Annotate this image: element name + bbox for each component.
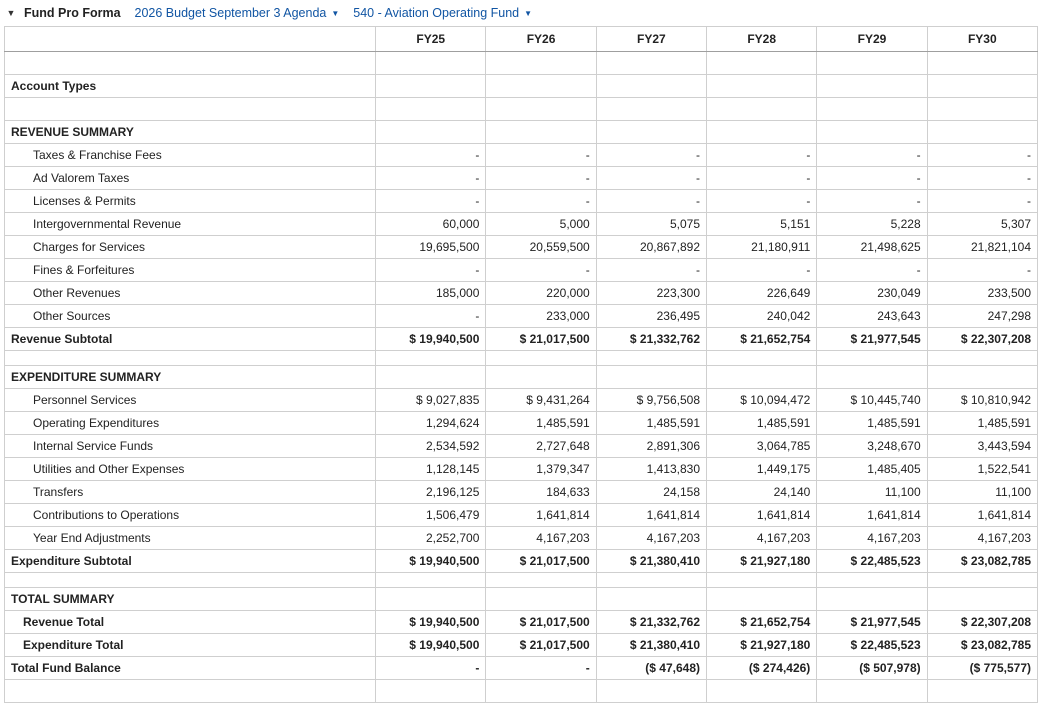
cell-fy26[interactable]: - bbox=[486, 167, 596, 190]
table-row[interactable] bbox=[5, 458, 1038, 481]
cell-fy30[interactable]: 233,500 bbox=[927, 282, 1037, 305]
cell-fy30[interactable]: $ 22,307,208 bbox=[927, 328, 1037, 351]
cell-fy26[interactable] bbox=[486, 680, 596, 703]
cell-fy30[interactable] bbox=[927, 98, 1037, 121]
cell-fy25[interactable]: - bbox=[376, 259, 486, 282]
row-label: Total Fund Balance bbox=[5, 657, 376, 680]
cell-fy26[interactable]: 5,000 bbox=[486, 213, 596, 236]
cell-fy28[interactable]: 1,641,814 bbox=[707, 504, 817, 527]
cell-fy27[interactable]: 20,867,892 bbox=[596, 236, 706, 259]
table-row[interactable] bbox=[5, 412, 1038, 435]
cell-fy27[interactable]: 4,167,203 bbox=[596, 527, 706, 550]
cell-fy27[interactable] bbox=[596, 75, 706, 98]
cell-fy29[interactable]: - bbox=[817, 259, 927, 282]
page-title: Fund Pro Forma bbox=[24, 6, 121, 20]
table-row[interactable] bbox=[5, 435, 1038, 458]
table-row[interactable] bbox=[5, 236, 1038, 259]
cell-fy25[interactable]: - bbox=[376, 305, 486, 328]
cell-fy28[interactable]: 3,064,785 bbox=[707, 435, 817, 458]
row-label: Contributions to Operations bbox=[5, 504, 376, 527]
cell-fy29[interactable]: 4,167,203 bbox=[817, 527, 927, 550]
row-label: Internal Service Funds bbox=[5, 435, 376, 458]
cell-fy27[interactable] bbox=[596, 680, 706, 703]
cell-fy25[interactable]: - bbox=[376, 190, 486, 213]
table-row[interactable] bbox=[5, 389, 1038, 412]
row-label: Transfers bbox=[5, 481, 376, 504]
row-label: Charges for Services bbox=[5, 236, 376, 259]
cell-fy26[interactable]: 1,485,591 bbox=[486, 412, 596, 435]
column-header-fy29[interactable]: FY29 bbox=[817, 27, 927, 52]
cell-fy26[interactable]: - bbox=[486, 190, 596, 213]
cell-fy28[interactable]: ($ 274,426) bbox=[707, 657, 817, 680]
cell-fy28[interactable]: 240,042 bbox=[707, 305, 817, 328]
cell-fy25[interactable] bbox=[376, 366, 486, 389]
row-label: Personnel Services bbox=[5, 389, 376, 412]
cell-fy29[interactable] bbox=[817, 98, 927, 121]
cell-fy26[interactable]: 233,000 bbox=[486, 305, 596, 328]
cell-fy28[interactable] bbox=[707, 366, 817, 389]
cell-fy25[interactable]: $ 19,940,500 bbox=[376, 634, 486, 657]
cell-fy27[interactable]: - bbox=[596, 144, 706, 167]
chevron-down-icon: ▼ bbox=[524, 8, 533, 18]
table-row[interactable] bbox=[5, 634, 1038, 657]
cell-fy26[interactable]: - bbox=[486, 259, 596, 282]
table-row[interactable] bbox=[5, 611, 1038, 634]
cell-fy30[interactable]: - bbox=[927, 190, 1037, 213]
table-row[interactable] bbox=[5, 351, 1038, 366]
cell-fy25[interactable]: 2,252,700 bbox=[376, 527, 486, 550]
cell-fy30[interactable] bbox=[927, 121, 1037, 144]
cell-fy29[interactable]: - bbox=[817, 167, 927, 190]
table-row[interactable] bbox=[5, 167, 1038, 190]
cell-fy25[interactable]: - bbox=[376, 167, 486, 190]
cell-fy29[interactable] bbox=[817, 573, 927, 588]
cell-fy27[interactable] bbox=[596, 121, 706, 144]
cell-fy28[interactable]: 5,151 bbox=[707, 213, 817, 236]
cell-fy29[interactable]: 21,498,625 bbox=[817, 236, 927, 259]
column-header-fy26[interactable]: FY26 bbox=[486, 27, 596, 52]
row-label: Fines & Forfeitures bbox=[5, 259, 376, 282]
cell-fy25[interactable] bbox=[376, 680, 486, 703]
cell-fy30[interactable]: 1,522,541 bbox=[927, 458, 1037, 481]
cell-fy30[interactable] bbox=[927, 588, 1037, 611]
cell-fy30[interactable] bbox=[927, 573, 1037, 588]
row-label: Licenses & Permits bbox=[5, 190, 376, 213]
table-row[interactable] bbox=[5, 144, 1038, 167]
cell-fy28[interactable]: 21,180,911 bbox=[707, 236, 817, 259]
row-label: Expenditure Total bbox=[5, 634, 376, 657]
cell-fy29[interactable]: $ 22,485,523 bbox=[817, 634, 927, 657]
cell-fy27[interactable]: $ 21,380,410 bbox=[596, 634, 706, 657]
cell-fy28[interactable]: - bbox=[707, 190, 817, 213]
cell-fy27[interactable]: 2,891,306 bbox=[596, 435, 706, 458]
cell-fy26[interactable]: - bbox=[486, 144, 596, 167]
cell-fy28[interactable] bbox=[707, 588, 817, 611]
cell-fy25[interactable]: $ 19,940,500 bbox=[376, 550, 486, 573]
cell-fy29[interactable]: ($ 507,978) bbox=[817, 657, 927, 680]
table-row[interactable] bbox=[5, 305, 1038, 328]
row-label: Year End Adjustments bbox=[5, 527, 376, 550]
cell-fy30[interactable]: 11,100 bbox=[927, 481, 1037, 504]
cell-fy30[interactable]: $ 23,082,785 bbox=[927, 550, 1037, 573]
cell-fy28[interactable] bbox=[707, 52, 817, 75]
cell-fy26[interactable] bbox=[486, 75, 596, 98]
row-label bbox=[5, 680, 376, 703]
cell-fy30[interactable]: 3,443,594 bbox=[927, 435, 1037, 458]
cell-fy25[interactable] bbox=[376, 75, 486, 98]
cell-fy27[interactable]: - bbox=[596, 259, 706, 282]
cell-fy27[interactable] bbox=[596, 98, 706, 121]
cell-fy26[interactable]: 20,559,500 bbox=[486, 236, 596, 259]
cell-fy26[interactable] bbox=[486, 588, 596, 611]
row-label: Other Revenues bbox=[5, 282, 376, 305]
table-row[interactable] bbox=[5, 657, 1038, 680]
agenda-selector-label: 2026 Budget September 3 Agenda bbox=[134, 6, 327, 20]
cell-fy29[interactable]: - bbox=[817, 190, 927, 213]
cell-fy30[interactable]: $ 23,082,785 bbox=[927, 634, 1037, 657]
cell-fy28[interactable]: $ 21,927,180 bbox=[707, 550, 817, 573]
table-row[interactable] bbox=[5, 121, 1038, 144]
cell-fy27[interactable]: ($ 47,648) bbox=[596, 657, 706, 680]
cell-fy30[interactable]: 1,485,591 bbox=[927, 412, 1037, 435]
cell-fy25[interactable]: 1,506,479 bbox=[376, 504, 486, 527]
row-label: Expenditure Subtotal bbox=[5, 550, 376, 573]
table-corner-header[interactable] bbox=[5, 27, 376, 52]
column-header-fy27[interactable]: FY27 bbox=[596, 27, 706, 52]
cell-fy27[interactable]: 5,075 bbox=[596, 213, 706, 236]
row-label: Account Types bbox=[5, 75, 376, 98]
fund-pro-forma-table bbox=[4, 26, 1038, 703]
cell-fy30[interactable]: $ 10,810,942 bbox=[927, 389, 1037, 412]
chevron-down-icon: ▼ bbox=[331, 8, 340, 18]
cell-fy25[interactable]: - bbox=[376, 657, 486, 680]
cell-fy27[interactable]: 223,300 bbox=[596, 282, 706, 305]
cell-fy30[interactable] bbox=[927, 366, 1037, 389]
table-row[interactable] bbox=[5, 366, 1038, 389]
cell-fy30[interactable] bbox=[927, 75, 1037, 98]
cell-fy25[interactable]: $ 19,940,500 bbox=[376, 328, 486, 351]
cell-fy29[interactable]: 5,228 bbox=[817, 213, 927, 236]
cell-fy30[interactable]: ($ 775,577) bbox=[927, 657, 1037, 680]
cell-fy29[interactable]: - bbox=[817, 144, 927, 167]
cell-fy27[interactable] bbox=[596, 588, 706, 611]
fund-selector-label: 540 - Aviation Operating Fund bbox=[353, 6, 520, 20]
table-row[interactable] bbox=[5, 481, 1038, 504]
row-label: Ad Valorem Taxes bbox=[5, 167, 376, 190]
cell-fy28[interactable]: 24,140 bbox=[707, 481, 817, 504]
agenda-selector[interactable] bbox=[135, 6, 340, 20]
cell-fy29[interactable]: 3,248,670 bbox=[817, 435, 927, 458]
row-label: TOTAL SUMMARY bbox=[5, 588, 376, 611]
cell-fy28[interactable]: 1,449,175 bbox=[707, 458, 817, 481]
cell-fy25[interactable] bbox=[376, 573, 486, 588]
cell-fy28[interactable]: $ 21,927,180 bbox=[707, 634, 817, 657]
cell-fy25[interactable] bbox=[376, 351, 486, 366]
cell-fy30[interactable]: 1,641,814 bbox=[927, 504, 1037, 527]
cell-fy28[interactable]: - bbox=[707, 144, 817, 167]
table-row[interactable] bbox=[5, 573, 1038, 588]
table-row[interactable] bbox=[5, 282, 1038, 305]
table-header-row bbox=[5, 27, 1038, 52]
cell-fy27[interactable] bbox=[596, 366, 706, 389]
cell-fy26[interactable] bbox=[486, 573, 596, 588]
row-label: Revenue Subtotal bbox=[5, 328, 376, 351]
column-header-fy25[interactable]: FY25 bbox=[376, 27, 486, 52]
cell-fy29[interactable] bbox=[817, 366, 927, 389]
cell-fy25[interactable]: 60,000 bbox=[376, 213, 486, 236]
cell-fy30[interactable]: - bbox=[927, 167, 1037, 190]
cell-fy28[interactable] bbox=[707, 680, 817, 703]
cell-fy30[interactable]: 5,307 bbox=[927, 213, 1037, 236]
cell-fy27[interactable]: 1,485,591 bbox=[596, 412, 706, 435]
cell-fy29[interactable]: $ 21,977,545 bbox=[817, 611, 927, 634]
cell-fy29[interactable] bbox=[817, 680, 927, 703]
cell-fy28[interactable]: 4,167,203 bbox=[707, 527, 817, 550]
cell-fy25[interactable]: $ 9,027,835 bbox=[376, 389, 486, 412]
cell-fy25[interactable]: $ 19,940,500 bbox=[376, 611, 486, 634]
row-label bbox=[5, 98, 376, 121]
cell-fy30[interactable]: 4,167,203 bbox=[927, 527, 1037, 550]
row-label: Utilities and Other Expenses bbox=[5, 458, 376, 481]
cell-fy29[interactable]: 1,485,591 bbox=[817, 412, 927, 435]
cell-fy27[interactable]: 1,641,814 bbox=[596, 504, 706, 527]
cell-fy25[interactable]: 2,534,592 bbox=[376, 435, 486, 458]
table-row[interactable] bbox=[5, 190, 1038, 213]
cell-fy26[interactable]: 1,379,347 bbox=[486, 458, 596, 481]
table-row[interactable] bbox=[5, 259, 1038, 282]
cell-fy25[interactable]: 1,128,145 bbox=[376, 458, 486, 481]
cell-fy29[interactable] bbox=[817, 75, 927, 98]
column-header-fy30[interactable]: FY30 bbox=[927, 27, 1037, 52]
row-label: Other Sources bbox=[5, 305, 376, 328]
cell-fy29[interactable]: $ 10,445,740 bbox=[817, 389, 927, 412]
cell-fy26[interactable] bbox=[486, 98, 596, 121]
cell-fy26[interactable] bbox=[486, 351, 596, 366]
cell-fy29[interactable]: 230,049 bbox=[817, 282, 927, 305]
cell-fy28[interactable]: $ 21,652,754 bbox=[707, 611, 817, 634]
cell-fy30[interactable] bbox=[927, 52, 1037, 75]
cell-fy29[interactable]: 11,100 bbox=[817, 481, 927, 504]
table-row[interactable] bbox=[5, 680, 1038, 703]
cell-fy29[interactable] bbox=[817, 351, 927, 366]
cell-fy28[interactable] bbox=[707, 98, 817, 121]
row-label: Intergovernmental Revenue bbox=[5, 213, 376, 236]
cell-fy27[interactable]: $ 9,756,508 bbox=[596, 389, 706, 412]
cell-fy27[interactable] bbox=[596, 573, 706, 588]
cell-fy27[interactable]: $ 21,380,410 bbox=[596, 550, 706, 573]
cell-fy28[interactable]: $ 10,094,472 bbox=[707, 389, 817, 412]
cell-fy28[interactable]: 1,485,591 bbox=[707, 412, 817, 435]
cell-fy26[interactable]: 1,641,814 bbox=[486, 504, 596, 527]
cell-fy29[interactable]: 1,485,405 bbox=[817, 458, 927, 481]
cell-fy27[interactable]: 1,413,830 bbox=[596, 458, 706, 481]
row-label: REVENUE SUMMARY bbox=[5, 121, 376, 144]
pro-forma-grid-wrapper bbox=[0, 26, 1042, 703]
cell-fy29[interactable]: 1,641,814 bbox=[817, 504, 927, 527]
cell-fy29[interactable]: 243,643 bbox=[817, 305, 927, 328]
cell-fy30[interactable]: 247,298 bbox=[927, 305, 1037, 328]
row-label: Taxes & Franchise Fees bbox=[5, 144, 376, 167]
cell-fy28[interactable] bbox=[707, 573, 817, 588]
table-row[interactable] bbox=[5, 75, 1038, 98]
cell-fy28[interactable]: - bbox=[707, 259, 817, 282]
cell-fy30[interactable]: 21,821,104 bbox=[927, 236, 1037, 259]
cell-fy25[interactable]: 19,695,500 bbox=[376, 236, 486, 259]
cell-fy26[interactable]: - bbox=[486, 657, 596, 680]
cell-fy28[interactable] bbox=[707, 75, 817, 98]
cell-fy25[interactable]: 1,294,624 bbox=[376, 412, 486, 435]
cell-fy26[interactable] bbox=[486, 52, 596, 75]
cell-fy26[interactable]: $ 21,017,500 bbox=[486, 611, 596, 634]
cell-fy26[interactable]: 4,167,203 bbox=[486, 527, 596, 550]
cell-fy25[interactable] bbox=[376, 52, 486, 75]
table-row[interactable] bbox=[5, 213, 1038, 236]
cell-fy25[interactable]: 2,196,125 bbox=[376, 481, 486, 504]
cell-fy27[interactable]: - bbox=[596, 167, 706, 190]
cell-fy27[interactable]: - bbox=[596, 190, 706, 213]
row-label bbox=[5, 573, 376, 588]
row-label: Operating Expenditures bbox=[5, 412, 376, 435]
pro-forma-header bbox=[0, 0, 1042, 26]
table-row[interactable] bbox=[5, 328, 1038, 351]
row-label: Revenue Total bbox=[5, 611, 376, 634]
cell-fy28[interactable] bbox=[707, 121, 817, 144]
cell-fy27[interactable]: 24,158 bbox=[596, 481, 706, 504]
cell-fy27[interactable]: 236,495 bbox=[596, 305, 706, 328]
cell-fy26[interactable]: 184,633 bbox=[486, 481, 596, 504]
row-label bbox=[5, 351, 376, 366]
table-row[interactable] bbox=[5, 98, 1038, 121]
cell-fy26[interactable] bbox=[486, 121, 596, 144]
table-row[interactable] bbox=[5, 527, 1038, 550]
cell-fy26[interactable]: $ 21,017,500 bbox=[486, 328, 596, 351]
cell-fy27[interactable]: $ 21,332,762 bbox=[596, 611, 706, 634]
cell-fy25[interactable]: 185,000 bbox=[376, 282, 486, 305]
cell-fy25[interactable] bbox=[376, 121, 486, 144]
cell-fy30[interactable] bbox=[927, 351, 1037, 366]
table-row[interactable] bbox=[5, 588, 1038, 611]
row-label: EXPENDITURE SUMMARY bbox=[5, 366, 376, 389]
cell-fy26[interactable] bbox=[486, 366, 596, 389]
cell-fy29[interactable] bbox=[817, 121, 927, 144]
cell-fy28[interactable]: 226,649 bbox=[707, 282, 817, 305]
cell-fy28[interactable]: - bbox=[707, 167, 817, 190]
table-row[interactable] bbox=[5, 550, 1038, 573]
fund-selector[interactable] bbox=[353, 6, 532, 20]
cell-fy26[interactable]: 220,000 bbox=[486, 282, 596, 305]
cell-fy29[interactable]: $ 22,485,523 bbox=[817, 550, 927, 573]
cell-fy26[interactable]: $ 9,431,264 bbox=[486, 389, 596, 412]
row-label bbox=[5, 52, 376, 75]
cell-fy26[interactable]: 2,727,648 bbox=[486, 435, 596, 458]
cell-fy30[interactable] bbox=[927, 680, 1037, 703]
cell-fy30[interactable]: - bbox=[927, 259, 1037, 282]
table-header bbox=[5, 27, 1038, 52]
caret-down-icon[interactable]: ▼ bbox=[6, 8, 16, 18]
table-row[interactable] bbox=[5, 52, 1038, 75]
cell-fy25[interactable] bbox=[376, 588, 486, 611]
cell-fy28[interactable] bbox=[707, 351, 817, 366]
cell-fy28[interactable]: $ 21,652,754 bbox=[707, 328, 817, 351]
cell-fy29[interactable]: $ 21,977,545 bbox=[817, 328, 927, 351]
cell-fy30[interactable]: $ 22,307,208 bbox=[927, 611, 1037, 634]
cell-fy29[interactable] bbox=[817, 52, 927, 75]
column-header-fy28[interactable]: FY28 bbox=[707, 27, 817, 52]
cell-fy26[interactable]: $ 21,017,500 bbox=[486, 634, 596, 657]
cell-fy27[interactable] bbox=[596, 351, 706, 366]
cell-fy29[interactable] bbox=[817, 588, 927, 611]
cell-fy25[interactable]: - bbox=[376, 144, 486, 167]
cell-fy26[interactable]: $ 21,017,500 bbox=[486, 550, 596, 573]
cell-fy27[interactable] bbox=[596, 52, 706, 75]
table-body bbox=[5, 52, 1038, 703]
cell-fy27[interactable]: $ 21,332,762 bbox=[596, 328, 706, 351]
cell-fy30[interactable]: - bbox=[927, 144, 1037, 167]
cell-fy25[interactable] bbox=[376, 98, 486, 121]
table-row[interactable] bbox=[5, 504, 1038, 527]
